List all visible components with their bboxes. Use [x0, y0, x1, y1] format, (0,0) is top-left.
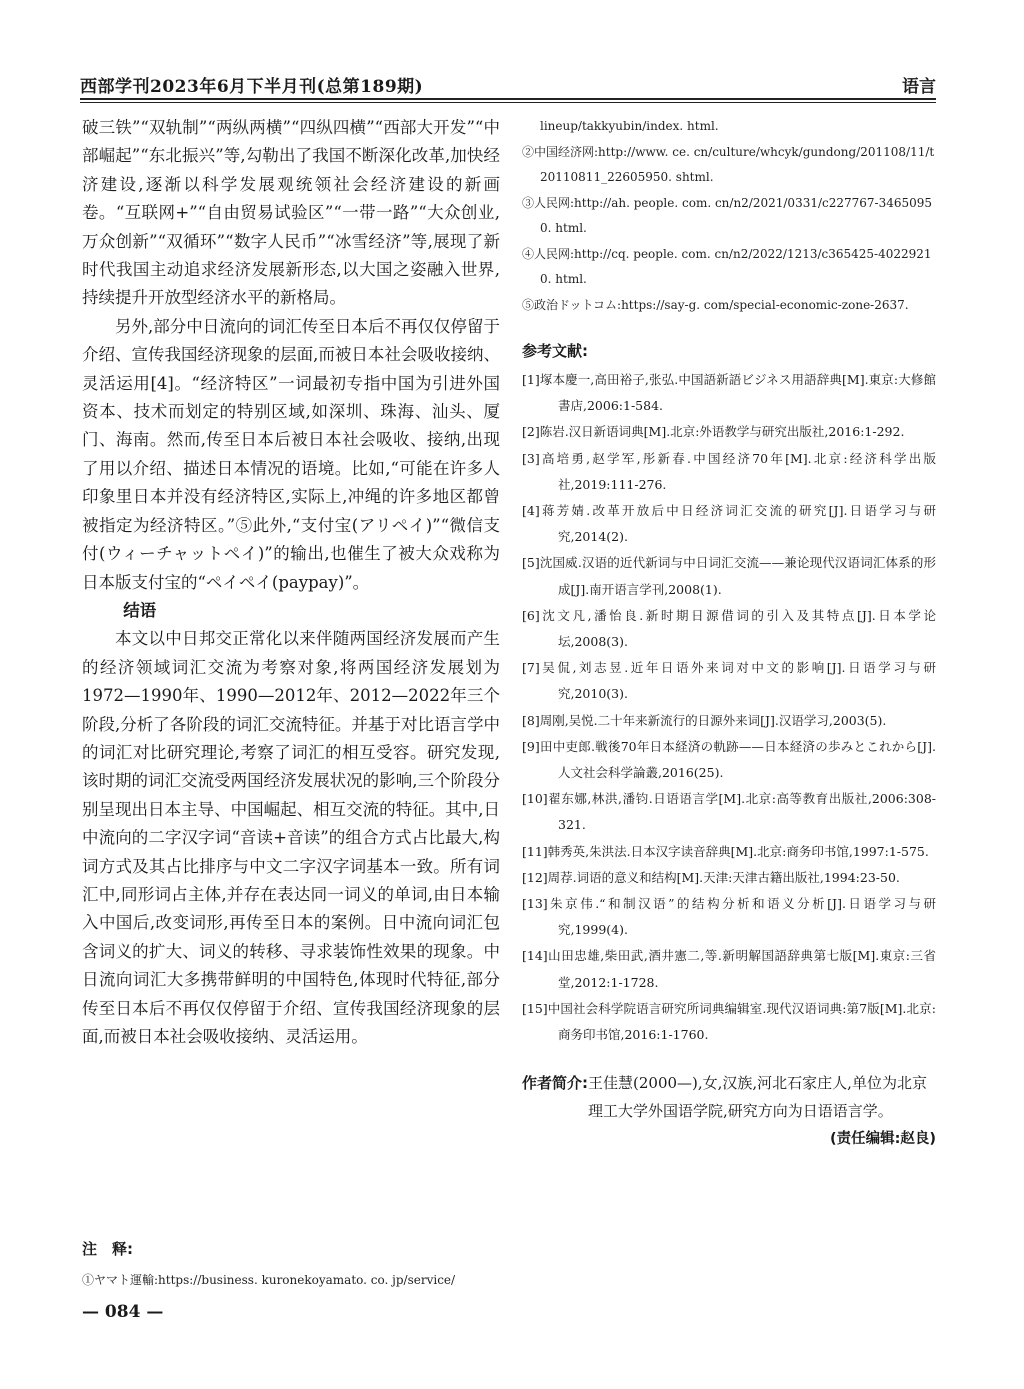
reference-item: [13]朱京伟.“和制汉语”的结构分析和语义分析[J].日语学习与研究,1999(4).: [522, 896, 936, 938]
note-1: ①ヤマト運輸:https://business. kuronekoyamato. co. jp/service/: [82, 1273, 456, 1287]
note-3: ③人民网:http://ah. people. com. cn/n2/2021/0331/c227767-34650950. html.: [522, 195, 933, 235]
reference-item: [6]沈文凡,潘怡良.新时期日源借词的引入及其特点[J].日本学论坛,2008(3).: [522, 607, 936, 650]
reference-item: [12]周荐.词语的意义和结构[M].天津:天津古籍出版社,1994:23-50.: [522, 869, 900, 885]
reference-item: [1]塚本慶一,高田裕子,张弘.中国語新語ビジネス用語辞典[M].東京:大修館書店,2006:1-584.: [522, 372, 936, 414]
note-continuation: lineup/takkyubin/index. html.: [540, 119, 719, 133]
reference-item: [8]周刚,吴悦.二十年来新流行的日源外来词[J].汉语学习,2003(5).: [522, 712, 887, 728]
reference-item: [11]韩秀英,朱洪法.日本汉字读音辞典[M].北京:商务印书馆,1997:1-575.: [522, 843, 929, 859]
reference-item: [15]中国社会科学院语言研究所词典编辑室.现代汉语词典:第7版[M].北京:商务印书馆,2016:1-1760.: [522, 1000, 936, 1043]
note-4: ④人民网:http://cq. people. com. cn/n2/2022/1213/c365425-40229210. html.: [522, 246, 932, 286]
editor-credit: (责任编辑:赵良): [829, 1131, 936, 1148]
reference-item: [2]陈岩.汉日新语词典[M].北京:外语教学与研究出版社,2016:1-292.: [522, 424, 905, 440]
note-5: ⑤政治ドットコム:https://say-g. com/special-economic-zone-2637.: [522, 297, 909, 312]
conclusion-heading: 结语: [123, 600, 157, 620]
reference-item: [10]翟东娜,林洪,潘钧.日语语言学[M].北京:高等教育出版社,2006:308-321.: [522, 791, 936, 833]
reference-item: [5]沈国威.汉语的近代新词与中日词汇交流——兼论现代汉语词汇体系的形成[J].南开语言学刊,2008(1).: [522, 555, 936, 597]
author-bio: [522, 1070, 936, 1125]
reference-item: [7]吴侃,刘志昱.近年日语外来词对中文的影响[J].日语学习与研究,2010(3).: [522, 660, 936, 702]
author-text: 王佳慧(2000—),女,汉族,河北石家庄人,单位为北京理工大学外国语学院,研究方向为日语语言学。: [588, 1074, 927, 1120]
note-2: ②中国经济网:http://www. ce. cn/culture/whcyk/gundong/201108/11/t20110811_22605950. shtml.: [522, 144, 935, 184]
section-name: 语言: [902, 77, 936, 97]
reference-item: [3]高培勇,赵学军,彤新春.中国经济70年[M].北京:经济科学出版社,2019:111-276.: [522, 450, 936, 492]
references-title: 参考文献:: [522, 342, 588, 360]
conclusion-paragraph: 本文以中日邦交正常化以来伴随两国经济发展而产生的经济领域词汇交流为考察对象,将两国经济发展划为1972—1990年、1990—2012年、2012—2022年三个阶段,分析了各阶段的词汇交流特征。并基于对比语言学中的词汇对比研究理论,考察了词汇的相互受容。研究发现,该时期的词汇交流受两国经济发展状况的影响,三个阶段分别呈现出日本主导、中国崛起、相互交流的特征。其中,日中流向的二字汉字词“音读+音读”的组合方式占比最大,构词方式及其占比排序与中文二字汉字词基本一致。所有词汇中,同形词占主体,并存在表达同一词义的单词,由日本输入中国后,改变词形,再传至日本的案例。日中流向词汇包含词义的扩大、词义的转移、寻求装饰性效果的现象。中日流向词汇大多携带鲜明的中国特色,体现时代特征,部分传至日本后不再仅仅停留于介绍、宣传我国经济现象的层面,而被日本社会吸收接纳、灵活运用。: [82, 629, 500, 1046]
reference-item: [9]田中吏郎.戦後70年日本経済の軌跡——日本経済の歩みとこれから[J].人文社会科学論叢,2016(25).: [522, 738, 936, 781]
notes-continued: [522, 114, 936, 318]
reference-item: [14]山田忠雄,柴田武,酒井憲二,等.新明解国語辞典第七版[M].東京:三省堂,2012:1-1728.: [522, 948, 936, 990]
right-column: [522, 114, 936, 1148]
paragraph: 破三铁”“双轨制”“两纵两横”“四纵四横”“西部大开发”“中部崛起”“东北振兴”等,勾勒出了我国不断深化改革,加快经济建设,逐渐以科学发展观统领社会经济建设的新画卷。“互联网+”“自由贸易试验区”“一带一路”“大众创业,万众创新”“双循环”“数字人民币”“冰雪经济”等,展现了新时代我国主动追求经济发展新形态,以大国之姿融入世界,持续提升开放型经济水平的新格局。: [82, 118, 500, 308]
reference-item: [4]蒋芳婧.改革开放后中日经济词汇交流的研究[J].日语学习与研究,2014(2).: [522, 503, 936, 545]
header-rule: [80, 98, 936, 100]
journal-title: 西部学刊2023年6月下半月刊(总第189期): [80, 77, 424, 97]
page-number: — 084 —: [82, 1302, 164, 1322]
notes-title: 注 释:: [82, 1240, 133, 1258]
left-column: [82, 114, 500, 1051]
paragraph: 另外,部分中日流向的词汇传至日本后不再仅仅停留于介绍、宣传我国经济现象的层面,而被日本社会吸收接纳、灵活运用[4]。“经济特区”一词最初专指中国为引进外国资本、技术而划定的特别区域,如深圳、珠海、汕头、厦门、海南。然而,传至日本后被日本社会吸收、接纳,出现了用以介绍、描述日本情况的语境。比如,“可能在许多人印象里日本并没有经济特区,实际上,冲绳的许多地区都曾被指定为经济特区。”⑤此外,“支付宝(アリペイ)”“微信支付(ウィーチャットペイ)”的输出,也催生了被大众戏称为日本版支付宝的“ペイペイ(paypay)”。: [82, 316, 500, 592]
header-rule-thin: [80, 102, 936, 103]
references-list: [522, 367, 936, 1048]
author-label: 作者简介:: [522, 1074, 588, 1093]
